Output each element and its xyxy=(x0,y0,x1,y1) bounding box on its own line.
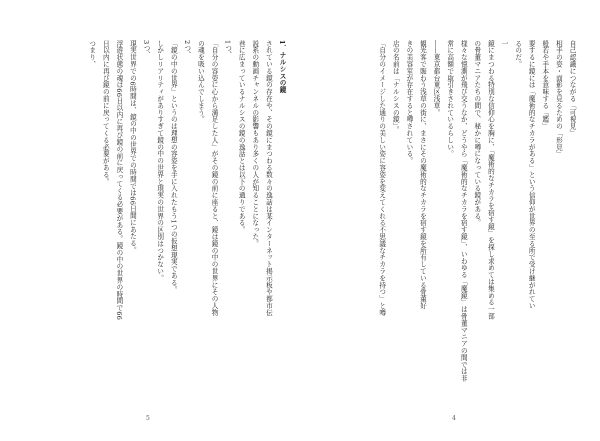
text-line: 観光客で賑わう浅草の街に、まさにその魔術的なチカラを宿す鏡を所有している骨董好 xyxy=(418,40,427,310)
text-line: 「自分のイメージした通りの美しい姿に容姿を変えてくれる不思議なチカラを持つ」と噂 xyxy=(377,40,386,316)
text-line: 説系の動画チャンネルの影響もあり多くの人が知ることになった。 xyxy=(250,40,259,247)
text-line: 日以内に再び鏡の前に戻ってくる必要がある。 xyxy=(101,40,110,185)
text-line: 様々な憶測が飛び交うなか、どうやら「魔術的なチカラを宿す鏡」、いわゆる「魔鏡」は骨董マニアの間では非 xyxy=(459,40,468,382)
page-number-right: 4 xyxy=(452,415,456,422)
section-title: 1．ナルシスの鏡 xyxy=(278,40,286,94)
text-line: 要するに鏡には「魔術的なチカラがある」という信仰が世界の至る所で受け継がれてい xyxy=(527,40,536,310)
text-line: の魂を吸い込んでしまう。 xyxy=(196,40,205,123)
text-line: 常に高額で取引きされているらしい。 xyxy=(445,40,454,158)
text-line: きの美容室が存在すると噂されている。 xyxy=(404,40,413,165)
right-page xyxy=(300,0,600,441)
text-line: 「自分の容姿に心から満足した人」がその鏡の前に座ると、鏡は鏡の中の世界にその人物 xyxy=(210,40,219,316)
text-line: つまり、 xyxy=(87,40,96,68)
text-line: 浮遊状態の魂は66日以内に再び鏡の前に戻ってくる必要がある。鏡の中の世界の時間で66 xyxy=(114,40,123,321)
text-line: 2つ、 xyxy=(182,40,191,59)
text-line: 鏡にまつわる特別な信仰心を胸に、「魔術的なチカラを宿す鏡」を探し求めては集める一部 xyxy=(486,40,495,320)
text-line: 「鏡の中の世界」というのは理想の容姿を手に入れたもう1つの仮想現実である。 xyxy=(169,40,178,293)
text-line: 店の名前は「ナルシスの鏡」。 xyxy=(391,40,400,134)
text-line: の骨董マニアたちの間で、秘かに噂になっている鏡がある。 xyxy=(472,40,481,227)
text-line: 1つ、 xyxy=(223,40,232,59)
text-line: しかしリアリティがありすぎて鏡の中の世界と現実の世界の区別はつかない。 xyxy=(155,40,164,282)
page-number-left: 5 xyxy=(146,415,150,422)
left-page-text-column xyxy=(84,40,288,398)
text-line: 自己認識につながる「可視見」 xyxy=(568,40,576,137)
text-line: 般若や手本を意味する「鑑」 xyxy=(540,40,549,130)
text-line: ――東京都台東区浅草。 xyxy=(432,40,441,116)
right-page-text-column xyxy=(374,40,578,398)
text-line: るのだ。 xyxy=(513,40,522,68)
text-line: 現実世界での6時間は、鏡の中の世界での時間では66日間にあたる。 xyxy=(128,40,137,254)
text-line: 一 xyxy=(500,40,509,47)
text-line: 相手の姿・面影を見るための「形見」 xyxy=(554,40,563,158)
text-line: されている鏡の存在や、その鏡にまつわる数々の逸話は某インターネット掲示板や都市伝 xyxy=(264,40,273,316)
text-line: 3つ、 xyxy=(142,40,151,59)
text-line: 巷に広まっているナルシスの鏡の逸話とは以下の通りである。 xyxy=(237,40,246,234)
